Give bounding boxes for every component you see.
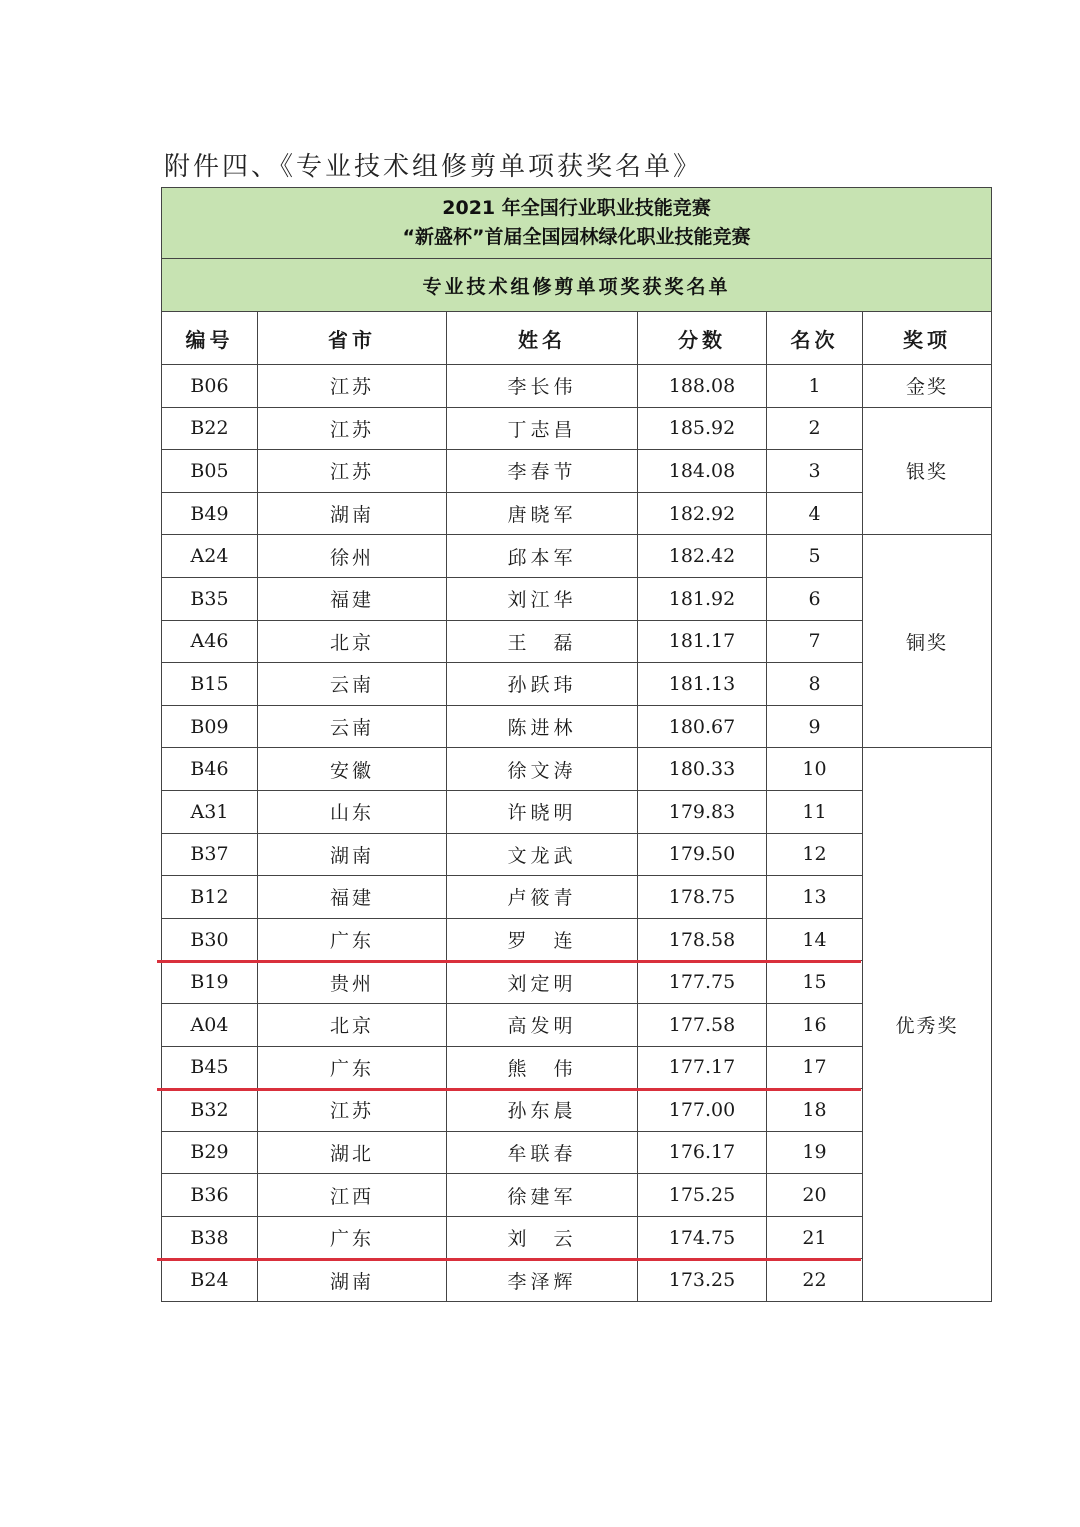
list-subtitle: 专业技术组修剪单项奖获奖名单 (162, 259, 992, 312)
cell-name: 徐建军 (447, 1174, 638, 1217)
cell-name: 刘 云 (447, 1216, 638, 1259)
cell-name: 徐文涛 (447, 748, 638, 791)
cell-rank: 16 (767, 1003, 863, 1046)
competition-title-line1: 2021 年全国行业职业技能竞赛 (442, 197, 711, 219)
red-underline (157, 1258, 861, 1261)
cell-id: B49 (162, 492, 258, 535)
cell-id: A46 (162, 620, 258, 663)
competition-title-cell (162, 188, 992, 259)
cell-name: 陈进林 (447, 705, 638, 748)
cell-rank: 15 (767, 961, 863, 1004)
cell-rank: 12 (767, 833, 863, 876)
cell-id: B45 (162, 1046, 258, 1089)
cell-name: 李泽辉 (447, 1259, 638, 1302)
cell-id: B30 (162, 918, 258, 961)
cell-rank: 17 (767, 1046, 863, 1089)
cell-id: B46 (162, 748, 258, 791)
cell-id: B22 (162, 407, 258, 450)
cell-province: 江苏 (258, 450, 447, 493)
cell-name: 唐晓军 (447, 492, 638, 535)
cell-province: 江西 (258, 1174, 447, 1217)
cell-name: 李春节 (447, 450, 638, 493)
cell-score: 181.92 (638, 577, 767, 620)
cell-rank: 18 (767, 1089, 863, 1132)
cell-award: 优秀奖 (863, 748, 992, 1302)
cell-score: 177.17 (638, 1046, 767, 1089)
cell-score: 177.58 (638, 1003, 767, 1046)
cell-id: A31 (162, 790, 258, 833)
column-header-province: 省市 (258, 312, 447, 365)
cell-province: 江苏 (258, 365, 447, 408)
cell-id: B35 (162, 577, 258, 620)
cell-score: 180.33 (638, 748, 767, 791)
cell-id: B19 (162, 961, 258, 1004)
cell-province: 北京 (258, 1003, 447, 1046)
cell-rank: 22 (767, 1259, 863, 1302)
cell-id: B06 (162, 365, 258, 408)
cell-province: 山东 (258, 790, 447, 833)
cell-id: B37 (162, 833, 258, 876)
cell-rank: 11 (767, 790, 863, 833)
cell-rank: 21 (767, 1216, 863, 1259)
cell-name: 孙东晨 (447, 1089, 638, 1132)
cell-id: B15 (162, 663, 258, 706)
cell-score: 184.08 (638, 450, 767, 493)
cell-province: 湖南 (258, 1259, 447, 1302)
cell-id: B29 (162, 1131, 258, 1174)
cell-name: 丁志昌 (447, 407, 638, 450)
cell-province: 福建 (258, 876, 447, 919)
cell-score: 177.00 (638, 1089, 767, 1132)
cell-name: 文龙武 (447, 833, 638, 876)
cell-rank: 5 (767, 535, 863, 578)
table-body (162, 365, 992, 1302)
cell-province: 湖南 (258, 833, 447, 876)
table-row (162, 365, 992, 408)
cell-id: B24 (162, 1259, 258, 1302)
cell-rank: 3 (767, 450, 863, 493)
cell-id: B38 (162, 1216, 258, 1259)
cell-rank: 10 (767, 748, 863, 791)
cell-id: B12 (162, 876, 258, 919)
cell-name: 孙跃玮 (447, 663, 638, 706)
cell-province: 广东 (258, 918, 447, 961)
cell-rank: 13 (767, 876, 863, 919)
column-header-id: 编号 (162, 312, 258, 365)
cell-score: 177.75 (638, 961, 767, 1004)
page-heading: 附件四、《专业技术组修剪单项获奖名单》 (164, 152, 703, 182)
cell-province: 安徽 (258, 748, 447, 791)
cell-province: 湖南 (258, 492, 447, 535)
red-underline (157, 1088, 861, 1091)
cell-score: 174.75 (638, 1216, 767, 1259)
cell-id: B32 (162, 1089, 258, 1132)
cell-award: 金奖 (863, 365, 992, 408)
cell-name: 刘江华 (447, 577, 638, 620)
cell-province: 江苏 (258, 1089, 447, 1132)
cell-province: 贵州 (258, 961, 447, 1004)
cell-score: 185.92 (638, 407, 767, 450)
cell-rank: 8 (767, 663, 863, 706)
cell-province: 广东 (258, 1216, 447, 1259)
table-row (162, 407, 992, 450)
cell-rank: 2 (767, 407, 863, 450)
table-row (162, 535, 992, 578)
cell-award: 铜奖 (863, 535, 992, 748)
cell-name: 高发明 (447, 1003, 638, 1046)
cell-name: 刘定明 (447, 961, 638, 1004)
column-header-score: 分数 (638, 312, 767, 365)
award-table (161, 187, 992, 1302)
cell-score: 182.92 (638, 492, 767, 535)
cell-id: A24 (162, 535, 258, 578)
cell-id: B36 (162, 1174, 258, 1217)
cell-name: 卢筱青 (447, 876, 638, 919)
cell-province: 福建 (258, 577, 447, 620)
cell-award: 银奖 (863, 407, 992, 535)
competition-title-line2: “新盛杯”首届全国园林绿化职业技能竞赛 (402, 226, 751, 248)
column-header-award: 奖项 (863, 312, 992, 365)
cell-score: 179.50 (638, 833, 767, 876)
cell-province: 湖北 (258, 1131, 447, 1174)
cell-province: 云南 (258, 705, 447, 748)
cell-name: 李长伟 (447, 365, 638, 408)
cell-id: B05 (162, 450, 258, 493)
table-header-row (162, 312, 992, 365)
cell-name: 罗 连 (447, 918, 638, 961)
cell-score: 173.25 (638, 1259, 767, 1302)
cell-rank: 9 (767, 705, 863, 748)
cell-name: 许晓明 (447, 790, 638, 833)
cell-name: 王 磊 (447, 620, 638, 663)
cell-rank: 19 (767, 1131, 863, 1174)
cell-province: 广东 (258, 1046, 447, 1089)
table-row (162, 748, 992, 791)
cell-province: 北京 (258, 620, 447, 663)
cell-province: 徐州 (258, 535, 447, 578)
cell-score: 175.25 (638, 1174, 767, 1217)
cell-rank: 1 (767, 365, 863, 408)
cell-rank: 20 (767, 1174, 863, 1217)
cell-score: 181.17 (638, 620, 767, 663)
cell-score: 182.42 (638, 535, 767, 578)
cell-score: 176.17 (638, 1131, 767, 1174)
cell-rank: 14 (767, 918, 863, 961)
column-header-name: 姓名 (447, 312, 638, 365)
column-header-rank: 名次 (767, 312, 863, 365)
cell-score: 178.75 (638, 876, 767, 919)
cell-score: 178.58 (638, 918, 767, 961)
cell-id: B09 (162, 705, 258, 748)
cell-name: 熊 伟 (447, 1046, 638, 1089)
cell-name: 邱本军 (447, 535, 638, 578)
cell-province: 云南 (258, 663, 447, 706)
cell-id: A04 (162, 1003, 258, 1046)
cell-score: 180.67 (638, 705, 767, 748)
cell-score: 188.08 (638, 365, 767, 408)
cell-rank: 4 (767, 492, 863, 535)
cell-score: 179.83 (638, 790, 767, 833)
cell-rank: 7 (767, 620, 863, 663)
cell-score: 181.13 (638, 663, 767, 706)
cell-name: 牟联春 (447, 1131, 638, 1174)
cell-province: 江苏 (258, 407, 447, 450)
red-underline (157, 960, 861, 963)
cell-rank: 6 (767, 577, 863, 620)
